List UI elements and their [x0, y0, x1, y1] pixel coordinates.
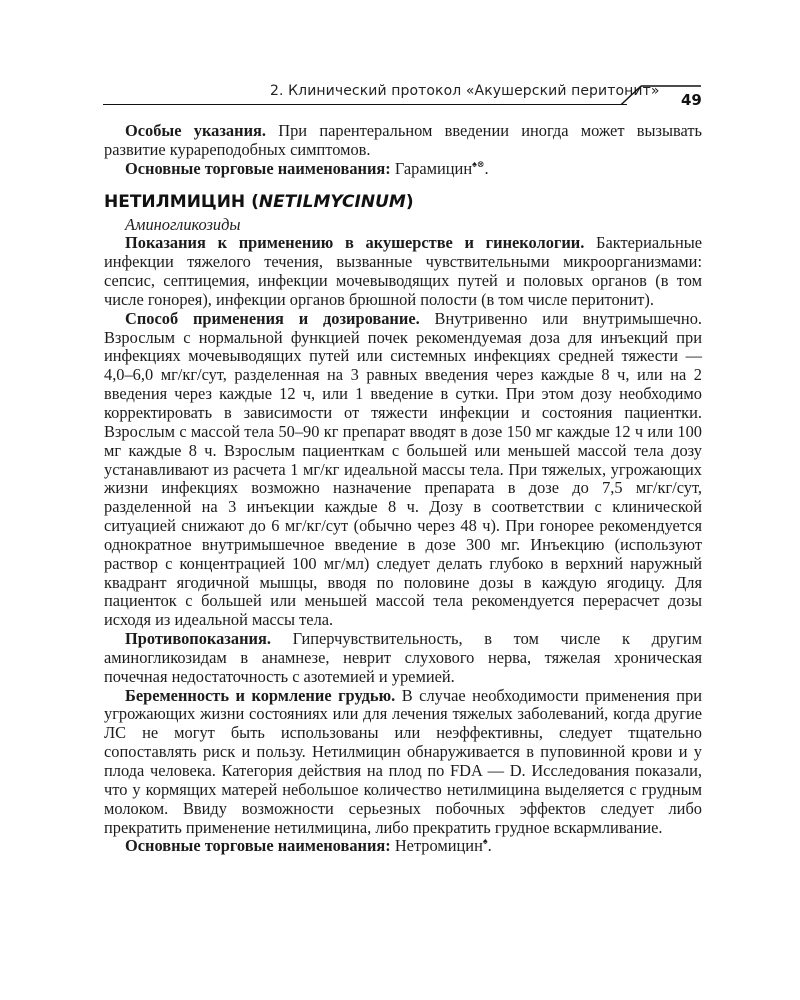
paragraph-text: Гиперчувствительность, в том числе к другим аминогликозидам в анамнезе, неврит слухового нерва, тяжелая хроническая почечная недостаточность с азотемией и уремией.: [104, 629, 702, 686]
special-instructions-paragraph: [104, 122, 702, 160]
header-rule: [103, 104, 627, 105]
page-number: 49: [681, 91, 702, 109]
drug-class: Аминогликозиды: [125, 214, 241, 234]
paragraph-tail: .: [487, 836, 492, 856]
registration-marks: ♠: [482, 836, 488, 847]
paragraph-heading: Противопоказания.: [125, 629, 271, 649]
paragraph-heading: Показания к применению в акушерстве и гинекологии.: [125, 233, 585, 253]
pregnancy-paragraph: [104, 687, 702, 838]
trade-names-paragraph-gentamicin: [104, 160, 702, 179]
paragraph-text: Гарамицин: [390, 158, 473, 178]
paragraph-text: Нетромицин: [390, 836, 483, 856]
running-header: 2. Клинический протокол «Акушерский перитонит»: [270, 83, 660, 99]
paragraph-heading: Основные торговые наименования:: [125, 158, 391, 178]
section-title-prefix: НЕТИЛМИЦИН (: [104, 191, 259, 212]
paragraph-text: Внутривенно или внутримышечно. Взрослым с нормальной функцией почек рекомендуемая доза для инъекций при инфекциях мочевыводящих путей или системных инфекциях средней тяжести — 4,0–6,0 мг/кг/сут, разделенная на 3 равных введения через каждые 8 ч, или на 2 введения через каждые 12 ч, или 1 введение в сутки. При этом дозу необходимо корректировать в зависимости от тяжести инфекции и состояния пациентки. Взрослым с массой тела 50–90 кг препарат вводят в дозе 150 мг каждые 12 ч или 100 мг каждые 8 ч. Взрослым пациенткам с большей или меньшей массой тела дозу устанавливают из расчета 1 мг/кг идеальной массы тела. При тяжелых, угрожающих жизни инфекциях возможно назначение препарата в дозе до 7,5 мг/кг/сут, разделенной на 3 инъекции каждые 8 ч. Дозу в соответствии с клинической ситуацией снижают до 6 мг/кг/сут (обычно через 48 ч). При гонорее рекомендуется однократное внутримышечное введение в дозе 300 мг. Инъекцию (используют раствор с концентрацией 100 мг/мл) следует делать глубоко в верхний наружный квадрант ягодичной мышцы, вводя по половине дозы в каждую ягодицу. Для пациенток с большей или меньшей массой тела рекомендуется перерасчет дозы исходя из идеальной массы тела.: [104, 308, 702, 630]
page-body: [104, 122, 702, 856]
section-heading: [104, 191, 702, 213]
paragraph-tail: .: [484, 158, 489, 178]
registration-marks: ♠⊗: [472, 158, 485, 169]
paragraph-heading: Беременность и кормление грудью.: [125, 685, 396, 705]
paragraph-text: В случае необходимости применения при угрожающих жизни состояниях или для лечения тяжелых заболеваний, когда другие ЛС не могут быть использованы или неэффективны, следует тщательно сопоставлять риск и пользу. Нетилмицин обнаруживается в пуповинной крови и у плода человека. Категория действия на плод по FDA — D. Исследования показали, что у кормящих матерей небольшое количество нетилмицина выделяется с грудным молоком. Ввиду возможности серьезных побочных эффектов следует либо прекратить применение нетилмицина, либо прекратить грудное вскармливание.: [104, 685, 702, 837]
paragraph-heading: Способ применения и дозирование.: [125, 308, 420, 328]
contraindications-paragraph: [104, 630, 702, 687]
section-title-latin: NETILMYCINUM: [258, 191, 406, 212]
paragraph-heading: Особые указания.: [125, 121, 266, 140]
paragraph-text: Бактериальные инфекции тяжелого течения, вызванные чувствительными микроорганизмами: сепсис, септицемия, инфекции мочевыводящих путей и половых органов (в том числе гонорея), инфекции органов брюшной полости (в том числе перитонит).: [104, 233, 703, 309]
section-title-suffix: ): [405, 191, 414, 212]
paragraph-text: При парентеральном введении иногда может вызывать развитие курареподобных симптомов.: [104, 121, 702, 159]
trade-names-paragraph-netromycin: [104, 837, 702, 856]
dosage-paragraph: [104, 310, 702, 630]
indications-paragraph: [104, 234, 702, 309]
paragraph-heading: Основные торговые наименования:: [125, 836, 391, 856]
